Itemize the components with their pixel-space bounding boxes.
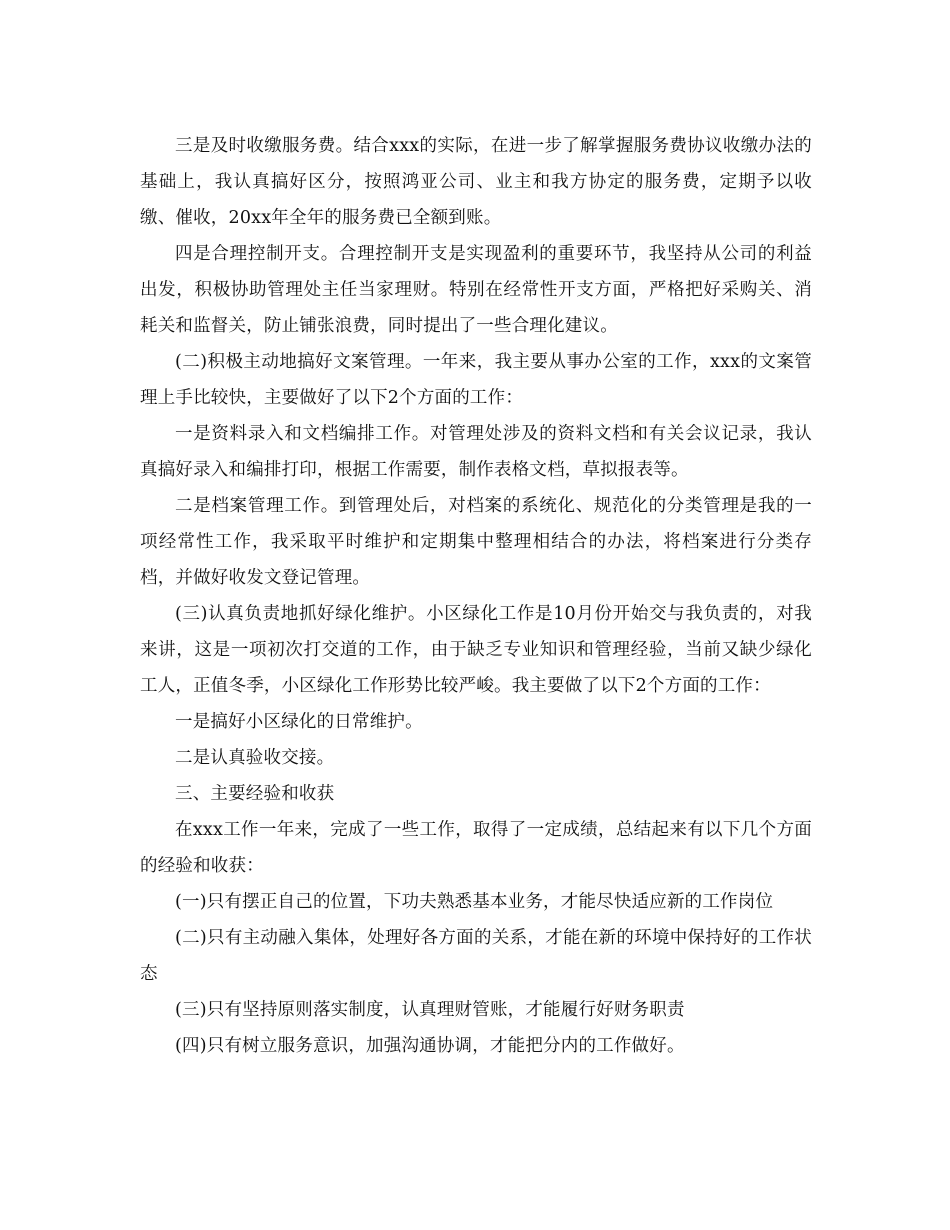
paragraph-lesson-2: (二)只有主动融入集体，处理好各方面的关系，才能在新的环境中保持好的工作状态	[140, 928, 812, 984]
section-heading-experience: 三、主要经验和收获	[175, 784, 335, 804]
paragraph-data-entry: 一是资料录入和文档编排工作。对管理处涉及的资料文档和有关会议记录，我认真搞好录入和编排打印，根据工作需要，制作表格文档，草拟报表等。	[140, 424, 812, 480]
paragraph-archive-management: 二是档案管理工作。到管理处后，对档案的系统化、规范化的分类管理是我的一项经常性工作，我采取平时维护和定期集中整理相结合的办法，将档案进行分类存档，并做好收发文登记管理。	[140, 496, 812, 588]
paragraph-lesson-3: (三)只有坚持原则落实制度，认真理财管账，才能履行好财务职责	[175, 1000, 685, 1020]
paragraph-lesson-4: (四)只有树立服务意识，加强沟通协调，才能把分内的工作做好。	[175, 1036, 685, 1056]
paragraph-greening-maintenance: 一是搞好小区绿化的日常维护。	[175, 712, 423, 732]
paragraph-expense-control: 四是合理控制开支。合理控制开支是实现盈利的重要环节，我坚持从公司的利益出发，积极协助管理处主任当家理财。特别在经常性开支方面，严格把好采购关、消耗关和监督关，防止铺张浪费，同时提出了一些合理化建议。	[140, 244, 812, 336]
paragraph-lesson-1: (一)只有摆正自己的位置，下功夫熟悉基本业务，才能尽快适应新的工作岗位	[175, 892, 774, 912]
paragraph-greening-heading: (三)认真负责地抓好绿化维护。小区绿化工作是10月份开始交与我负责的，对我来讲，这是一项初次打交道的工作，由于缺乏专业知识和管理经验，当前又缺少绿化工人，正值冬季，小区绿化工作形势比较严峻。我主要做了以下2个方面的工作：	[140, 604, 812, 696]
paragraph-fee-collection: 三是及时收缴服务费。结合xxx的实际，在进一步了解掌握服务费协议收缴办法的基础上，我认真搞好区分，按照鸿亚公司、业主和我方协定的服务费，定期予以收缴、催收，20xx年全年的服务费已全额到账。	[140, 136, 812, 228]
paragraph-document-management-heading: (二)积极主动地搞好文案管理。一年来，我主要从事办公室的工作，xxx的文案管理上手比较快，主要做好了以下2个方面的工作：	[140, 352, 812, 408]
paragraph-experience-intro: 在xxx工作一年来，完成了一些工作，取得了一定成绩，总结起来有以下几个方面的经验和收获：	[140, 820, 812, 876]
paragraph-acceptance-handover: 二是认真验收交接。	[175, 748, 335, 768]
document-body	[140, 128, 812, 1064]
